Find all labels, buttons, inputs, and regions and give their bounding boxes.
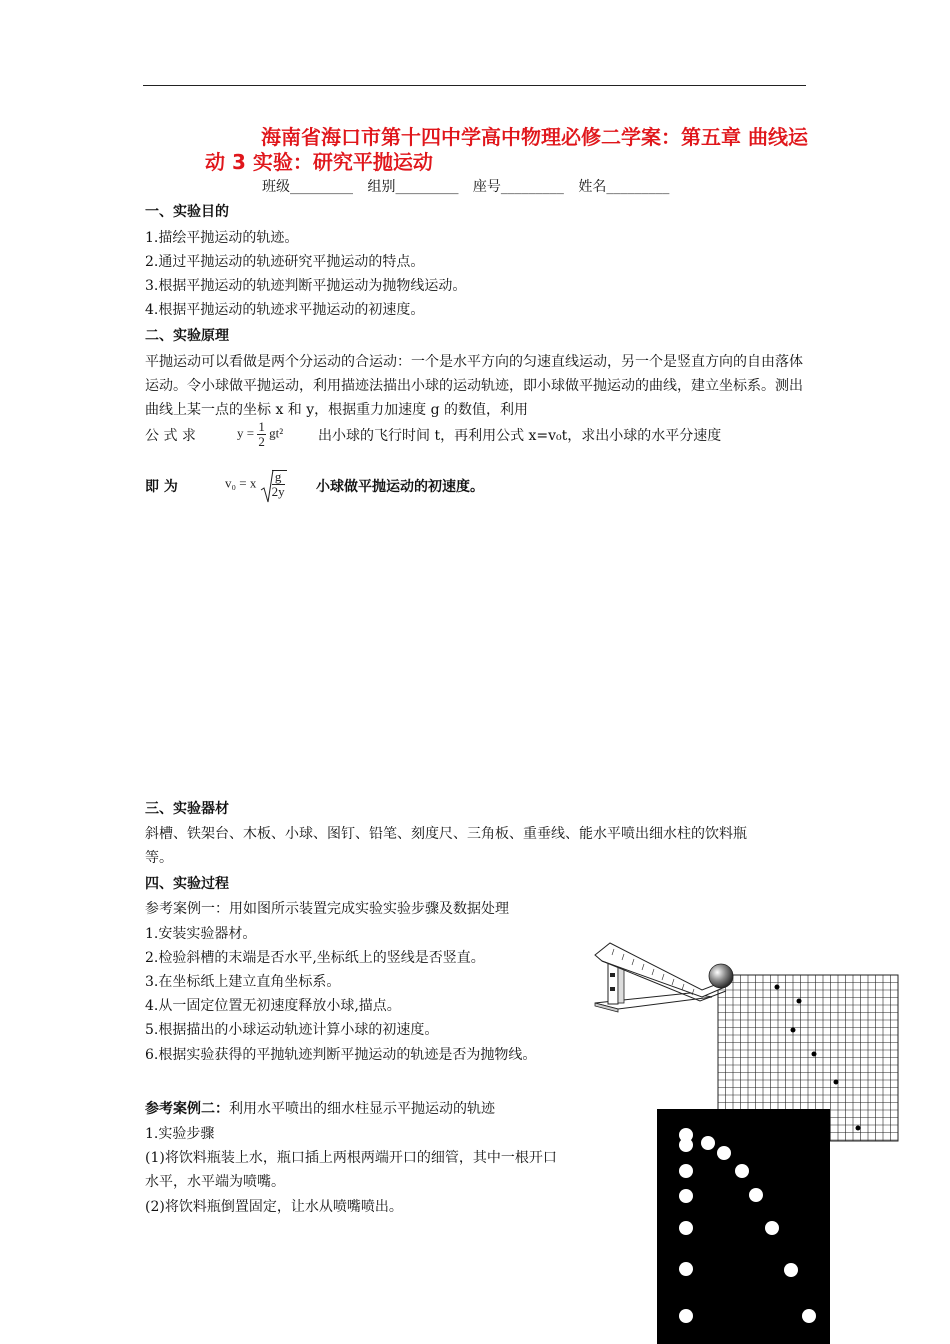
formula-y-half-gt2: y = $\frac{1}{2}$ gt² bbox=[237, 419, 284, 449]
equipment-line: 等。 bbox=[145, 850, 173, 866]
document-title-line2: 动 3 实验：研究平抛运动 bbox=[205, 150, 433, 174]
water-drop bbox=[802, 1309, 816, 1323]
sqrt-sign-icon bbox=[260, 468, 274, 504]
water-drop bbox=[679, 1309, 693, 1323]
purpose-item: 1.描绘平抛运动的轨迹。 bbox=[145, 230, 299, 246]
case2-step-heading: 1.实验步骤 bbox=[145, 1126, 215, 1142]
header-rule bbox=[143, 85, 806, 86]
water-drop bbox=[765, 1221, 779, 1235]
procedure-step: 2.检验斜槽的末端是否水平,坐标纸上的竖线是否竖直。 bbox=[145, 950, 485, 966]
field-seat[interactable]: 座号_________ bbox=[472, 179, 564, 195]
trajectory-dot bbox=[856, 1126, 861, 1131]
case2-title: 参考案例二：利用水平喷出的细水柱显示平抛运动的轨迹 bbox=[145, 1101, 495, 1117]
procedure-step: 3.在坐标纸上建立直角坐标系。 bbox=[145, 974, 341, 990]
section-heading-principle: 二、实验原理 bbox=[145, 328, 229, 344]
procedure-step: 5.根据描出的小球运动轨迹计算小球的初速度。 bbox=[145, 1022, 439, 1038]
trajectory-dot bbox=[834, 1080, 839, 1085]
trajectory-dot bbox=[812, 1052, 817, 1057]
case2-step: 水平，水平端为喷嘴。 bbox=[145, 1174, 285, 1190]
water-drop bbox=[784, 1263, 798, 1277]
field-class[interactable]: 班级_________ bbox=[262, 179, 353, 195]
principle-paragraph: 平抛运动可以看做是两个分运动的合运动：一个是水平方向的匀速直线运动，另一个是竖直方向的自由落体运动。令小球做平抛运动，利用描迹法描出小球的运动轨迹，即小球做平抛运动的曲线，建立坐标系。测出曲线上某一点的坐标 x 和 y，根据重力加速度 g 的数值，利用 bbox=[145, 354, 803, 418]
trajectory-dot bbox=[791, 1028, 796, 1033]
trajectory-dot bbox=[775, 985, 780, 990]
water-drop bbox=[679, 1164, 693, 1178]
section-heading-purpose: 一、实验目的 bbox=[145, 204, 229, 220]
formula-prefix: 公 式 求 bbox=[145, 428, 196, 444]
formula-v0: v₀ = x $\frac{g}{2y}$ bbox=[225, 470, 285, 499]
water-drop bbox=[679, 1138, 693, 1152]
equipment-line: 斜槽、铁架台、木板、小球、图钉、铅笔、刻度尺、三角板、重垂线、能水平喷出细水柱的饮料瓶 bbox=[145, 826, 747, 842]
purpose-item: 2.通过平抛运动的轨迹研究平抛运动的特点。 bbox=[145, 254, 425, 270]
water-drop bbox=[735, 1164, 749, 1178]
procedure-step: 6.根据实验获得的平抛轨迹判断平抛运动的轨迹是否为抛物线。 bbox=[145, 1047, 537, 1063]
water-drop bbox=[679, 1262, 693, 1276]
water-drop bbox=[749, 1188, 763, 1202]
water-drop bbox=[679, 1221, 693, 1235]
water-drop bbox=[679, 1189, 693, 1203]
water-jet-photo bbox=[657, 1109, 830, 1344]
ball bbox=[709, 964, 733, 988]
case2-step: (2)将饮料瓶倒置固定，让水从喷嘴喷出。 bbox=[145, 1199, 403, 1215]
water-drop bbox=[717, 1146, 731, 1160]
result-text: 小球做平抛运动的初速度。 bbox=[316, 479, 484, 495]
document-title-line1: 海南省海口市第十四中学高中物理必修二学案：第五章 曲线运 bbox=[261, 125, 808, 149]
section-heading-procedure: 四、实验过程 bbox=[145, 876, 229, 892]
case1-intro: 参考案例一：用如图所示装置完成实验实验步骤及数据处理 bbox=[145, 901, 509, 917]
result-prefix: 即 为 bbox=[145, 479, 178, 495]
case2-step: (1)将饮料瓶装上水，瓶口插上两根两端开口的细管，其中一根开口 bbox=[145, 1150, 557, 1166]
formula-text-after: 出小球的飞行时间 t，再利用公式 x=v₀t，求出小球的水平分速度 bbox=[318, 428, 722, 444]
field-group[interactable]: 组别_________ bbox=[367, 179, 459, 195]
procedure-step: 4.从一固定位置无初速度释放小球,描点。 bbox=[145, 998, 401, 1014]
section-heading-equipment: 三、实验器材 bbox=[145, 801, 229, 817]
field-name[interactable]: 姓名_________ bbox=[578, 179, 670, 195]
water-drop bbox=[701, 1136, 715, 1150]
purpose-item: 4.根据平抛运动的轨迹求平抛运动的初速度。 bbox=[145, 302, 425, 318]
procedure-step: 1.安装实验器材。 bbox=[145, 926, 257, 942]
student-info-fields bbox=[262, 178, 679, 196]
trajectory-dot bbox=[797, 999, 802, 1004]
purpose-item: 3.根据平抛运动的轨迹判断平抛运动为抛物线运动。 bbox=[145, 278, 467, 294]
